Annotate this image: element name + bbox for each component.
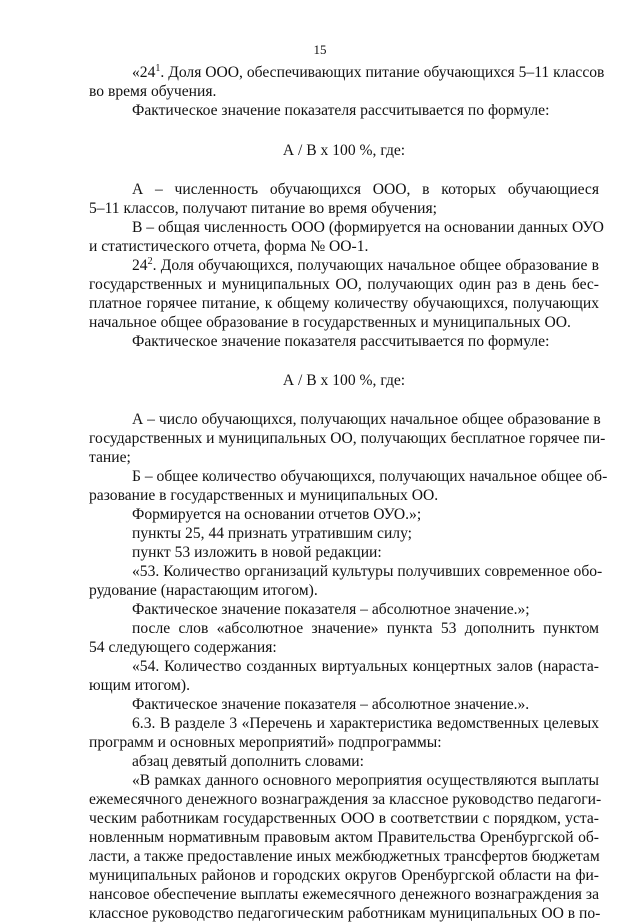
section-6-3-line: программ и основных мероприятий» подпрограммы:	[89, 734, 442, 751]
page-number: 15	[313, 42, 327, 57]
text-line: Формируется на основании отчетов ОУО.»;	[132, 506, 422, 523]
paragraph-54-line: ющим итогом).	[89, 677, 190, 694]
formula: А / В х 100 %, где:	[282, 372, 406, 389]
paragraph-24-2-line: $24^2$. Доля обучающихся, получающих начальное общее образование в	[132, 256, 599, 274]
text-line: абзац девятый дополнить словами:	[132, 753, 364, 770]
definition-line: и статистического отчета, форма № ОО-1.	[89, 238, 369, 255]
text-line: пункты 25, 44 признать утратившим силу;	[132, 525, 412, 542]
definition-line: тание;	[89, 449, 131, 466]
paragraph-53-line: рудование (нарастающим итогом).	[89, 582, 318, 599]
paragraph-24-1-line: «$24^1$. Доля ООО, обеспечивающих питание обучающихся 5–11 классов	[132, 63, 605, 81]
paragraph-24-2-line: начальное общее образование в государственных и муниципальных ОО.	[89, 314, 571, 331]
text-line: Фактическое значение показателя – абсолютное значение.».	[132, 696, 530, 713]
calc-note: Фактическое значение показателя рассчитывается по формуле:	[132, 102, 550, 119]
quote-line: новленным нормативным правовым актом Правительства Оренбургской об-	[89, 829, 599, 846]
quote-line: ческим работникам государственных ООО в соответствии с порядком, уста-	[89, 810, 599, 827]
paragraph-53-line: «53. Количество организаций культуры получивших современное обо-	[132, 563, 603, 580]
definition-line: государственных и муниципальных ОО, получающих бесплатное горячее пи-	[89, 430, 606, 447]
quote-line: ласти, а также предоставление иных межбюджетных трансфертов бюджетам	[89, 848, 600, 865]
paragraph-24-2-line: платное горячее питание, к общему количеству обучающихся, получающих	[89, 295, 599, 312]
section-6-3-line: 6.3. В разделе 3 «Перечень и характеристика ведомственных целевых	[132, 715, 599, 732]
quote-line: «В рамках данного основного мероприятия осуществляются выплаты	[132, 772, 599, 789]
quote-line: классное руководство педагогическим работникам муниципальных ОО в по-	[89, 905, 601, 922]
quote-line: ежемесячного денежного вознаграждения за классное руководство педагоги-	[89, 791, 602, 808]
text-line: 54 следующего содержания:	[89, 639, 277, 656]
quote-line: муниципальных районов и городских округов Оренбургской области на фи-	[89, 867, 599, 884]
calc-note: Фактическое значение показателя рассчитывается по формуле:	[132, 333, 550, 350]
paragraph-24-2-line: государственных и муниципальных ОО, получающих один раз в день бес-	[89, 276, 599, 293]
definition-line: разование в государственных и муниципальных ОО.	[89, 487, 439, 504]
text-line: пункт 53 изложить в новой редакции:	[132, 544, 382, 561]
definition-line: Б – общее количество обучающихся, получающих начальное общее об-	[132, 468, 608, 485]
paragraph-24-1-line: во время обучения.	[89, 83, 217, 100]
definition-line: А – численность обучающихся ООО, в которых обучающиеся	[132, 181, 599, 198]
quote-line: нансовое обеспечение выплаты ежемесячного денежного вознаграждения за	[89, 886, 599, 903]
text-line: Фактическое значение показателя – абсолютное значение.»;	[132, 601, 530, 618]
formula: А / В х 100 %, где:	[282, 142, 406, 159]
paragraph-54-line: «54. Количество созданных виртуальных концертных залов (нараста-	[132, 658, 599, 675]
text-line: после слов «абсолютное значение» пункта 53 дополнить пунктом	[132, 620, 599, 637]
definition-line: А – число обучающихся, получающих начальное общее образование в	[132, 411, 601, 428]
definition-line: В – общая численность ООО (формируется на основании данных ОУО	[132, 219, 604, 236]
definition-line: 5–11 классов, получают питание во время обучения;	[89, 200, 438, 217]
